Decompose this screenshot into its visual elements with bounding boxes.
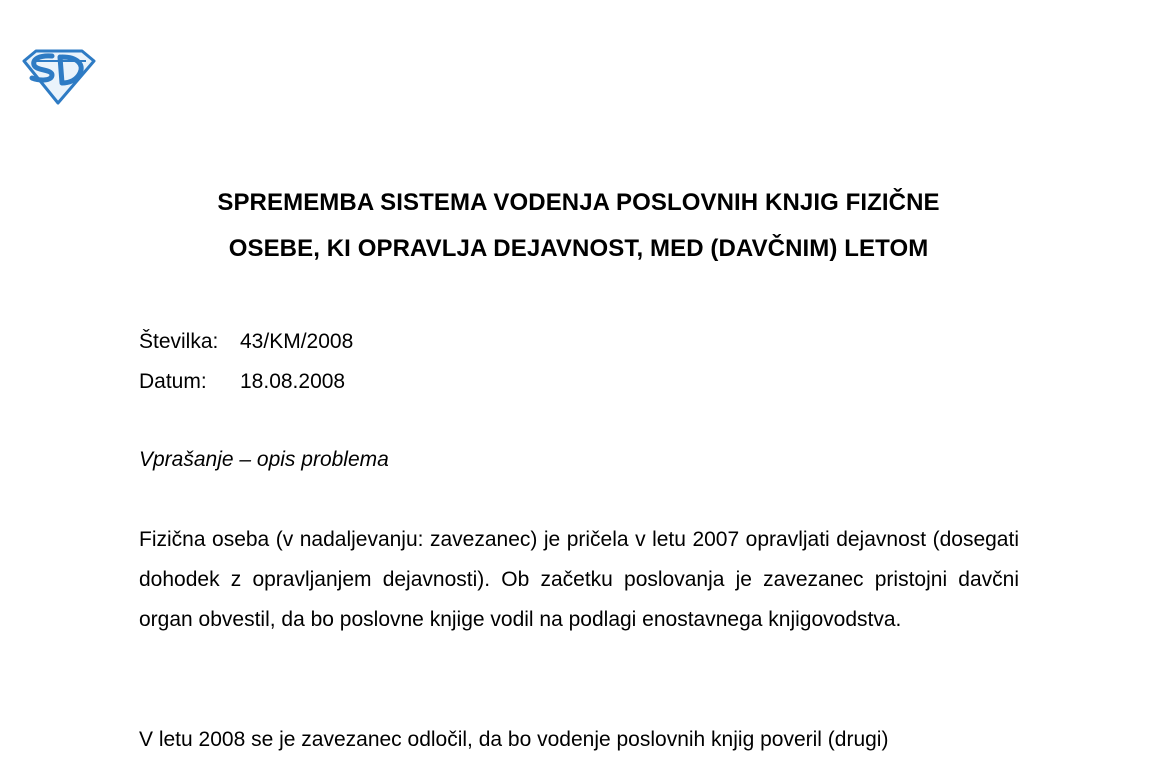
number-value: 43/KM/2008: [240, 330, 354, 353]
paragraph-1: Fizična oseba (v nadaljevanju: zavezanec) je pričela v letu 2007 opravljati dejavnost (dosegati dohodek z opravljanjem dejavnosti). Ob začetku poslovanja je zavezanec pristojni davčni organ obvestil, da bo poslovne knjige vodil na podlagi enostavnega knjigovodstva.: [139, 528, 1019, 631]
paragraph-2: V letu 2008 se je zavezanec odločil, da bo vodenje poslovnih knjig poveril (drugi): [139, 728, 889, 751]
document-meta: [139, 322, 353, 402]
document-title: [0, 180, 1157, 272]
meta-number-row: [139, 322, 353, 362]
section-heading: Vprašanje – opis problema: [139, 448, 389, 471]
meta-date-row: [139, 362, 353, 402]
number-label: Številka:: [139, 330, 219, 353]
date-label: Datum:: [139, 370, 207, 393]
title-line-1: SPREMEMBA SISTEMA VODENJA POSLOVNIH KNJIG FIZIČNE: [217, 189, 940, 216]
sd-logo-icon: [22, 47, 96, 105]
title-line-2: OSEBE, KI OPRAVLJA DEJAVNOST, MED (DAVČNIM) LETOM: [228, 235, 929, 262]
date-value: 18.08.2008: [240, 370, 346, 393]
